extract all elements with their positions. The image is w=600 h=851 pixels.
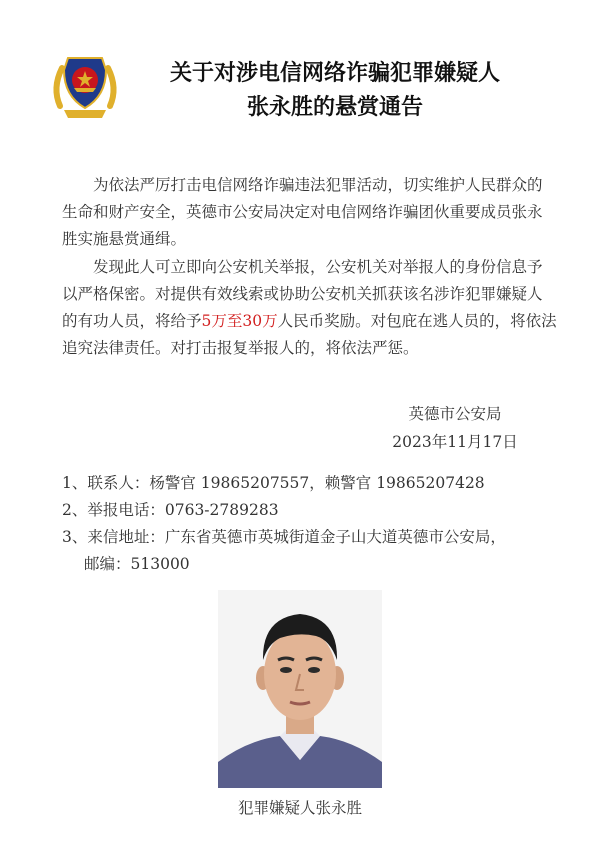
- title-line-2: 张永胜的悬赏通告: [246, 94, 423, 120]
- police-emblem-icon: [48, 48, 122, 122]
- contact-persons: 1、联系人：杨警官 19865207557，赖警官 19865207428: [62, 474, 485, 492]
- title-line-1: 关于对涉电信网络诈骗犯罪嫌疑人: [169, 60, 500, 86]
- mail-address: 3、来信地址：广东省英德市英城街道金子山大道英德市公安局，: [62, 528, 506, 546]
- postal-code: 邮编：513000: [84, 555, 190, 573]
- suspect-photo: [218, 590, 382, 788]
- reward-amount: 5万至30万: [201, 312, 278, 330]
- body-paragraph-2: [62, 254, 557, 362]
- issue-date: 2023年11月17日: [392, 433, 518, 451]
- issuing-organization: 英德市公安局: [408, 405, 502, 423]
- paragraph-2-text-a: 发现此人可立即向公安机关举报，公安机关对举报人的身份信息予以严格保密。对提供有效线索或协助公安机关抓获该名涉诈犯罪嫌疑人的有功人员，将给予: [62, 258, 543, 330]
- body-paragraph-1: 为依法严厉打击电信网络诈骗违法犯罪活动，切实维护人民群众的生命和财产安全，英德市公安局决定对电信网络诈骗团伙重要成员张永胜实施悬赏通缉。: [62, 176, 543, 248]
- page-title: [135, 56, 535, 124]
- paragraph-2-text-b: 人民币奖励。对包庇在逃人员的，将依法追究法律责任。对打击报复举报人的，将依法严惩。: [62, 312, 557, 357]
- report-phone: 2、举报电话：0763-2789283: [62, 501, 279, 519]
- photo-caption: 犯罪嫌疑人张永胜: [237, 799, 362, 817]
